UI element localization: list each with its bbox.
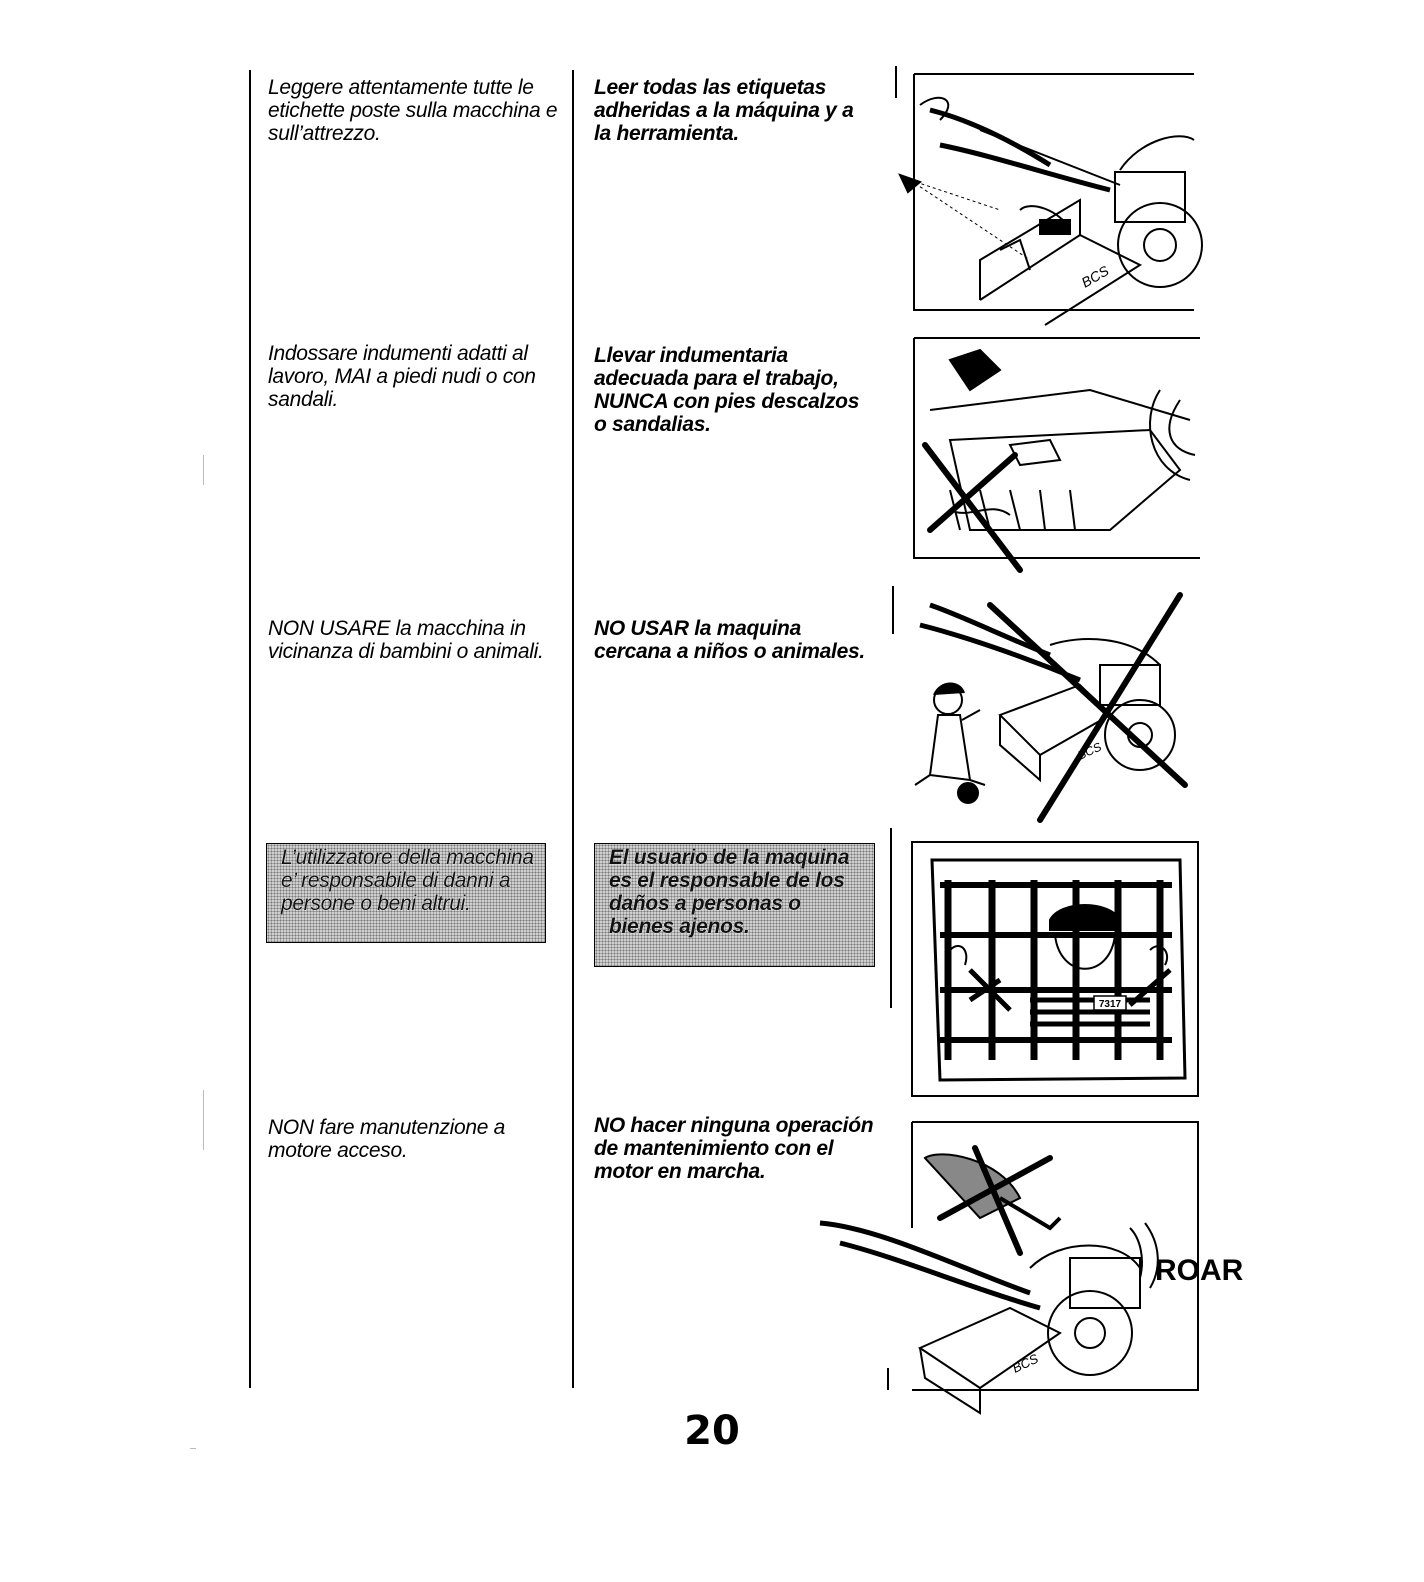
italian-text-children: NON USARE la macchina in vicinanza di bambini o animali. [268,617,544,663]
bcs-badge-1: BCS [1078,262,1112,291]
italian-text-labels: Leggere attentamente tutte le etichette poste sulla macchina e sull’attrezzo. [268,76,558,145]
spanish-text-maintenance: NO hacer ninguna operación de mantenimiento con el motor en marcha. [594,1114,874,1183]
spanish-text-responsibility: El usuario de la maquina es el responsable de los daños a personas o bienes ajenos. [609,846,850,938]
left-column-rule [249,70,251,1388]
middle-column-rule [572,70,574,1388]
italian-text-clothing: Indossare indumenti adatti al lavoro, MAI a piedi nudi o con sandali. [268,342,536,411]
scan-mark [203,455,204,485]
scan-mark [203,1090,204,1150]
maintenance-running-illustration [800,1118,1244,1418]
roar-text: ROAR [1155,1254,1244,1287]
right-column-rule-2 [892,586,894,634]
italian-responsibility-box [266,843,546,943]
prison-bars-illustration [910,840,1200,1100]
right-column-rule-3 [890,828,892,1008]
spanish-text-children: NO USAR la maquina cercana a niños o animales. [594,617,865,663]
bcs-badge-2: BCS [1075,739,1104,763]
spanish-text-clothing: Llevar indumentaria adecuada para el trabajo, NUNCA con pies descalzos o sandalias. [594,344,860,436]
italian-text-responsibility: L’utilizzatore della macchina e’ responsabile di danni a persone o beni altrui. [281,846,534,915]
spanish-responsibility-box [594,843,875,967]
page-number: 20 [684,1408,740,1454]
bcs-badge-3: BCS [1009,1350,1041,1376]
prison-plate-number: 7317 [1098,999,1122,1010]
italian-text-maintenance: NON fare manutenzione a motore acceso. [268,1116,506,1162]
children-nearby-illustration [900,585,1200,825]
read-labels-illustration [880,60,1200,320]
no-sandals-illustration [890,330,1200,580]
spanish-text-labels: Leer todas las etiquetas adheridas a la máquina y a la herramienta. [594,76,854,145]
